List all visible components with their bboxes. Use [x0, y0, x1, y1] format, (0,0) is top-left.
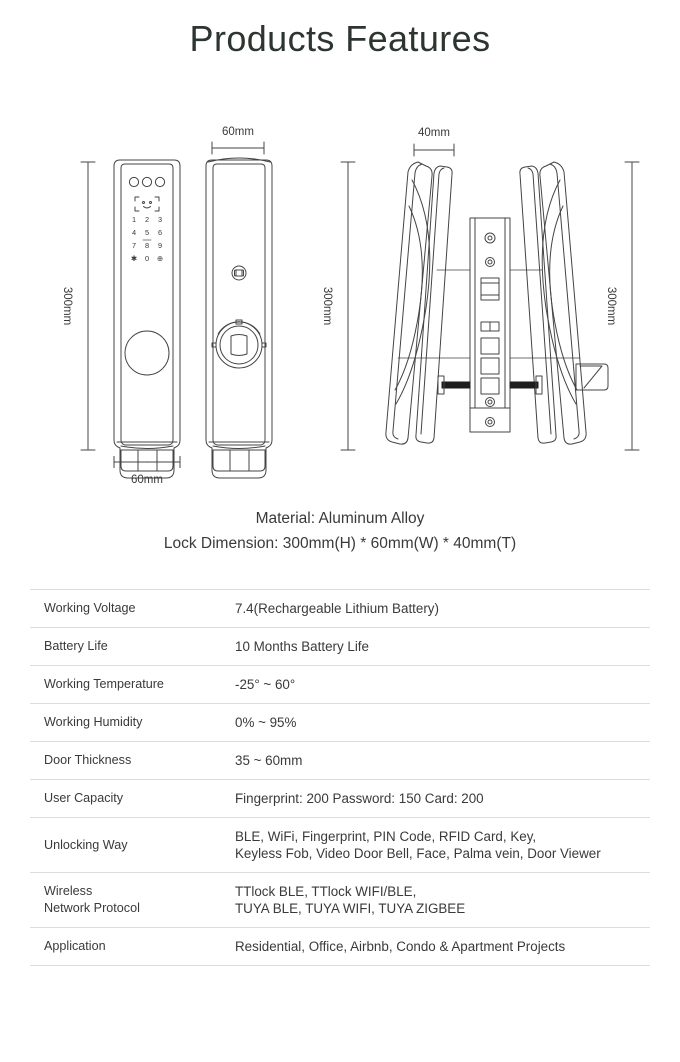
spec-value-line: -25° ~ 60° [235, 677, 296, 692]
spec-value-line: Residential, Office, Airbnb, Condo & Apartment Projects [235, 939, 566, 954]
spec-key-line: Application [44, 939, 106, 953]
spec-value [229, 742, 650, 780]
spec-value [229, 928, 650, 966]
spec-value [229, 818, 650, 873]
spec-key-line: Battery Life [44, 639, 108, 653]
spec-key-line: Door Thickness [44, 753, 132, 767]
spec-value [229, 666, 650, 704]
back-panel-outline [206, 158, 272, 478]
sensor-dots-icon [129, 177, 164, 186]
dimension-depth-top [414, 144, 454, 156]
dimension-width-top [212, 142, 264, 154]
spec-value [229, 590, 650, 628]
svg-text:7: 7 [131, 241, 137, 250]
spec-key [30, 666, 229, 704]
circular-handle-front [125, 331, 169, 375]
spec-value-line: 0% ~ 95% [235, 715, 297, 730]
svg-text:3: 3 [157, 215, 163, 224]
material-info [0, 506, 680, 556]
spec-value-line: Keyless Fob, Video Door Bell, Face, Palma vein, Door Viewer [235, 846, 601, 861]
spec-key [30, 590, 229, 628]
dimension-label-width-top: 60mm [222, 126, 254, 138]
spec-key-line: Wireless [44, 884, 93, 898]
table-row [30, 928, 650, 966]
spec-value-line: 7.4(Rechargeable Lithium Battery) [235, 601, 439, 616]
lock-logo-badge [232, 266, 246, 280]
svg-text:8: 8 [144, 241, 150, 250]
lock-dimension-line: Lock Dimension: 300mm(H) * 60mm(W) * 40mm(T) [163, 535, 517, 552]
dimension-width-bottom-line [114, 456, 180, 468]
table-row [30, 780, 650, 818]
mortise-lock-body [470, 218, 510, 432]
spec-value [229, 873, 650, 928]
table-row [30, 818, 650, 873]
keypad [131, 215, 163, 263]
svg-text:1: 1 [131, 215, 137, 224]
spec-key [30, 928, 229, 966]
spec-value [229, 628, 650, 666]
side-handle-right-inner [520, 166, 556, 443]
spec-key-line: Working Humidity [44, 715, 143, 729]
table-row [30, 704, 650, 742]
spec-value [229, 704, 650, 742]
spec-key [30, 628, 229, 666]
svg-text:⊕: ⊕ [156, 254, 164, 263]
spec-key-line: Network Protocol [44, 901, 140, 915]
spec-key-line: Working Temperature [44, 677, 164, 691]
svg-text:6: 6 [157, 228, 163, 237]
dimension-height-left [81, 162, 95, 450]
dimension-label-height-right: 300mm [605, 286, 617, 326]
page-title: Products Features [189, 18, 491, 59]
thumb-turn-knob [212, 320, 266, 368]
side-handle-left-inner [416, 166, 452, 443]
specifications-table-body [30, 590, 650, 966]
dimension-label-height-left: 300mm [61, 286, 73, 326]
table-row [30, 873, 650, 928]
spec-value-line: TUYA BLE, TUYA WIFI, TUYA ZIGBEE [235, 901, 466, 916]
spec-key [30, 780, 229, 818]
spec-key [30, 818, 229, 873]
dimension-label-height-middle: 300mm [321, 286, 333, 326]
table-row [30, 742, 650, 780]
svg-text:2: 2 [144, 215, 150, 224]
dimension-label-width-bottom: 60mm [131, 474, 163, 486]
technical-drawings [0, 110, 680, 490]
spec-value-line: Fingerprint: 200 Password: 150 Card: 200 [235, 791, 484, 806]
spec-key-line: Unlocking Way [44, 837, 128, 852]
dimension-height-right [625, 162, 639, 450]
svg-text:✱: ✱ [130, 254, 138, 263]
table-row [30, 628, 650, 666]
face-recognition-icon [135, 197, 159, 211]
svg-text:5: 5 [144, 228, 150, 237]
table-row [30, 666, 650, 704]
dimension-label-depth: 40mm [418, 127, 450, 139]
spec-value-line: BLE, WiFi, Fingerprint, PIN Code, RFID Card, Key, [235, 829, 537, 844]
svg-text:4: 4 [131, 228, 137, 237]
dimension-height-middle [341, 162, 355, 450]
spec-key [30, 704, 229, 742]
table-row [30, 590, 650, 628]
spec-value-line: TTlock BLE, TTlock WIFI/BLE, [235, 884, 417, 899]
spec-key [30, 873, 229, 928]
specifications-table [30, 589, 650, 966]
spec-value-line: 10 Months Battery Life [235, 639, 369, 654]
svg-text:0: 0 [144, 254, 150, 263]
material-line: Material: Aluminum Alloy [255, 510, 425, 527]
spec-value-line: 35 ~ 60mm [235, 753, 303, 768]
svg-text:9: 9 [157, 241, 163, 250]
spec-key [30, 742, 229, 780]
spec-value [229, 780, 650, 818]
dead-bolt-bar [438, 376, 542, 394]
spec-key-line: User Capacity [44, 791, 124, 805]
spec-key-line: Working Voltage [44, 601, 136, 615]
